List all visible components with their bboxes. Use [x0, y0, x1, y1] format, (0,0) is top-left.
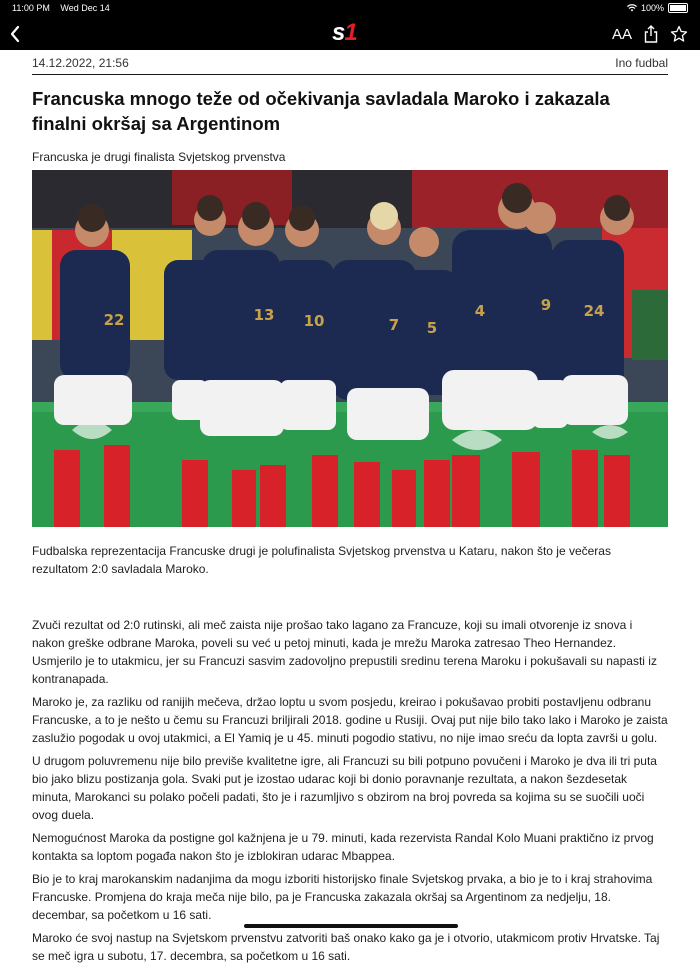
article-category[interactable]: Ino fudbal	[615, 56, 668, 70]
wifi-icon	[627, 4, 637, 12]
jersey-number-0: 22	[103, 311, 125, 329]
status-time-date	[12, 3, 118, 13]
home-indicator[interactable]	[244, 924, 458, 928]
article-paragraph-2: Maroko je, za razliku od ranijih mečeva, držao loptu u svom posjedu, kreirao i pokušavao probiti postavljenu odbranu Francuske, a to je nešto u čemu su Francuzi briljirali 2018. godine u Rusiji. Ovaj put nije bilo tako lako i Maroko je zaista zaslužio pogodak u ovoj utakmici, a El Yamiq je u 45. minuti pogodio stativu, no nije imao sreću da lopta završi u golu.	[32, 695, 668, 745]
jersey-number-1: 13	[253, 306, 275, 324]
article-lead: Fudbalska reprezentacija Francuske drugi je polufinalista Svjetskog prvenstva u Kataru, nakon što je večeras rezultatom 2:0 savladala Maroko.	[32, 544, 611, 576]
article-body	[32, 542, 668, 970]
jersey-number-4: 5	[426, 319, 438, 337]
players-celebration-image	[32, 170, 668, 527]
share-icon[interactable]	[644, 25, 658, 43]
article-meta	[32, 56, 668, 75]
status-indicators	[627, 3, 688, 13]
jersey-number-7: 24	[583, 302, 605, 320]
back-chevron-icon[interactable]	[8, 24, 22, 44]
battery-icon	[668, 3, 688, 13]
jersey-number-5: 4	[474, 302, 486, 320]
article-date: 14.12.2022, 21:56	[32, 56, 129, 70]
status-date: Wed Dec 14	[60, 3, 110, 13]
article-paragraph-3: U drugom poluvremenu nije bilo previše kvalitetne igre, ali Francuzi su bili potpuno povučeni i Maroko je dva ili tri puta bio jako blizu postizanja gola. Svaki put je izostao udarac koji bi donio poravnanje rezultata, a nakon šezdesetak minuta, Marokanci su polako počeli padati, što je i razumljivo s obzirom na broj povreda sa kojima su se suočili uoči ovog duela.	[32, 754, 657, 822]
article-title: Francuska mnogo teže od očekivanja savladala Maroko i zakazala finalni okršaj sa Argentinom	[32, 88, 610, 134]
article-paragraph-5: Bio je to kraj marokanskim nadanjima da mogu izboriti historijsko finale Svjetskog prvaka, a bio je to i kraj strahovima Francuske. Promjena do kraja meča nije bilo, pa je Francuska zakazala okršaj sa Argentinom za nedjelju, 18. decembar, sa početkom u 16 sati.	[32, 872, 653, 922]
sport1-logo[interactable]	[332, 20, 357, 46]
article-paragraph-1: Zvuči rezultat od 2:0 rutinski, ali meč zaista nije prošao tako lagano za Francuze, koji su imali otvorenje iz snova i nakon greške odbrane Maroka, poveli su već u petoj minuti, kada je mrežu Maroka zatresao Theo Hernandez. Usmjerilo je to utakmicu, jer su Francuzi sasvim zadovoljno prepustili sredinu terena Maroku i pokušavali su napasti iz kontranapada.	[32, 618, 657, 686]
top-bar	[0, 0, 700, 50]
article-photo	[32, 170, 668, 527]
article-paragraph-6: Maroko će svoj nastup na Svjetskom prvenstvu zatvoriti baš onako kako ga je i otvorio, utakmicom protiv Hrvatske. Taj se meč igra u subotu, 17. decembra, sa početkom u 16 sati.	[32, 931, 660, 963]
article-paragraph-4: Nemogućnost Maroka da postigne gol kažnjena je u 79. minuti, kada rezervista Randal Kolo Muani praktično iz prvog kontakta sa loptom pogađa nakon što je izblokiran udarac Mbappea.	[32, 831, 654, 863]
article-subtitle: Francuska je drugi finalista Svjetskog prvenstva	[32, 150, 286, 164]
star-bookmark-icon[interactable]	[670, 25, 688, 43]
logo-letter: s	[332, 19, 345, 46]
toolbar-actions	[612, 24, 688, 44]
status-time: 11:00 PM	[12, 3, 50, 13]
text-size-button[interactable]: AA	[611, 25, 632, 43]
jersey-number-6: 9	[540, 296, 552, 314]
jersey-number-2: 10	[303, 312, 325, 330]
battery-percent: 100%	[640, 3, 664, 13]
jersey-number-3: 7	[388, 316, 400, 334]
logo-number: 1	[344, 19, 357, 46]
